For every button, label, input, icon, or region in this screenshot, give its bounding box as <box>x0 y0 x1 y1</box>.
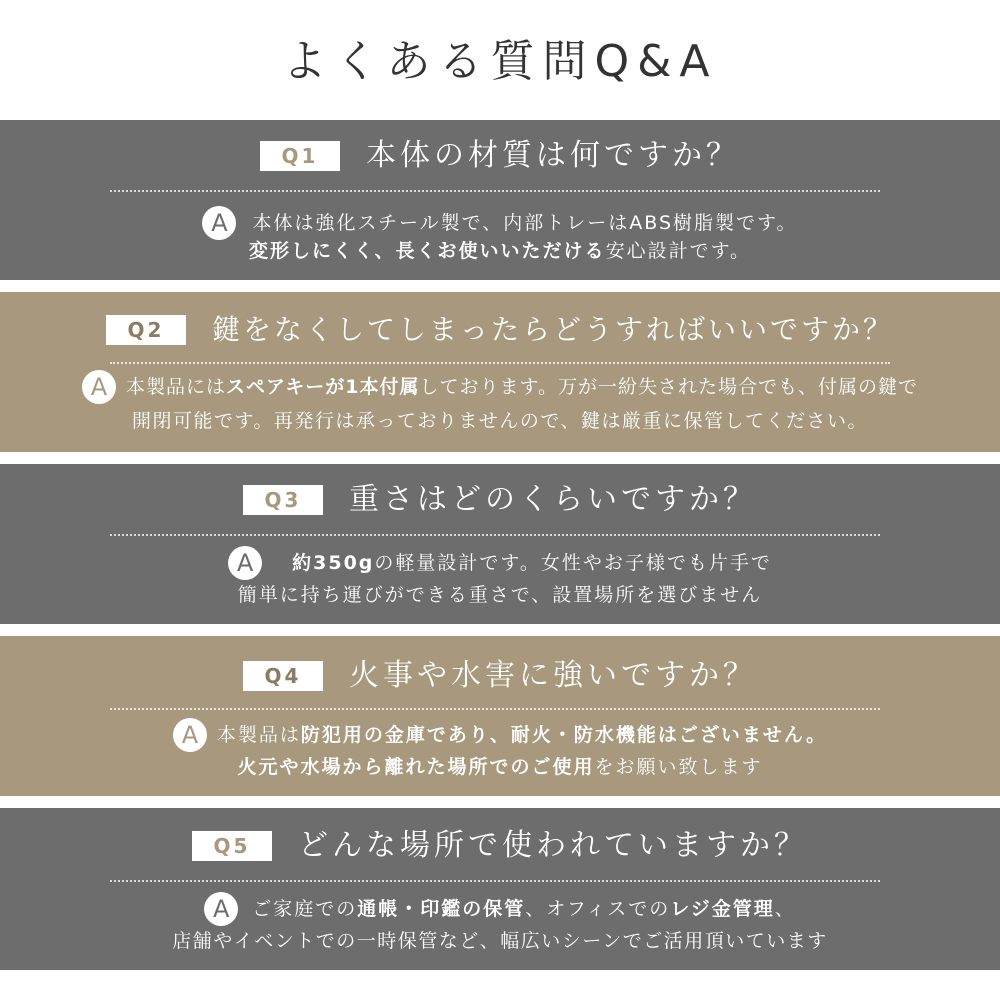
dotted-divider <box>110 880 880 882</box>
question-text: 火事や水害に強いですか？ <box>349 658 757 693</box>
answer-row-1 <box>0 206 1000 240</box>
question-row <box>0 476 1000 524</box>
answer-mark-icon: A <box>228 546 262 580</box>
question-number-badge: Q3 <box>243 485 323 515</box>
question-text: 重さはどのくらいですか？ <box>349 482 757 517</box>
dotted-divider <box>110 190 880 192</box>
answer-row-1 <box>0 892 1000 926</box>
answer-emphasis: レジ金管理 <box>670 898 775 920</box>
question-row <box>0 132 1000 180</box>
answer-emphasis: 変形しにくく、長くお使いいただける <box>248 240 606 262</box>
answer-text: ご家庭での <box>252 898 358 920</box>
answer-row-1 <box>0 370 1000 404</box>
answer-text: 店舗やイベントでの一時保管など、幅広いシーンでご活用頂いています <box>172 930 828 952</box>
answer-mark-icon: A <box>202 206 236 240</box>
faq-item-q1 <box>0 120 1000 280</box>
answer-line-1 <box>252 208 797 238</box>
answer-row-1 <box>0 718 1000 752</box>
question-number-badge: Q5 <box>192 831 272 861</box>
answer-line-1 <box>126 372 918 402</box>
question-text: 鍵をなくしてしまったらどうすればいいですか？ <box>211 313 894 346</box>
question-row <box>0 652 1000 700</box>
answer-line-2 <box>0 236 1000 266</box>
question-row <box>0 306 1000 354</box>
dotted-divider <box>110 534 880 536</box>
answer-mark-icon: A <box>82 370 116 404</box>
question-text: どんな場所で使われていますか？ <box>298 828 808 863</box>
question-text: 本体の材質は何ですか？ <box>366 138 740 173</box>
question-number-badge: Q4 <box>243 661 323 691</box>
faq-item-q2 <box>0 292 1000 452</box>
answer-mark-icon: A <box>204 892 238 926</box>
answer-mark-icon: A <box>173 718 207 752</box>
answer-line-2 <box>0 752 1000 782</box>
answer-line-2 <box>0 406 1000 436</box>
answer-text: の軽量設計です。女性やお子様でも片手で <box>374 552 772 574</box>
answer-emphasis: 火元や水場から離れた場所でのご使用 <box>237 756 595 778</box>
answer-text: をお願い致します <box>594 756 763 778</box>
answer-emphasis: スペアキーが1本付属 <box>226 376 420 398</box>
answer-line-1 <box>217 720 827 750</box>
faq-item-q3 <box>0 464 1000 624</box>
answer-text: 本製品は <box>216 724 301 746</box>
answer-text: 本体は強化スチール製で、内部トレーはABS樹脂製です。 <box>252 212 798 234</box>
answer-text: しております。万が一紛失された場合でも、付属の鍵で <box>419 376 918 398</box>
question-number-badge: Q1 <box>260 141 340 171</box>
answer-line-2 <box>0 926 1000 956</box>
answer-text: 、 <box>774 898 796 920</box>
question-number-badge: Q2 <box>106 315 186 345</box>
question-row <box>0 822 1000 870</box>
answer-line-1 <box>292 548 772 578</box>
answer-row-1 <box>0 546 1000 580</box>
answer-text: 開閉可能です。再発行は承っておりませんので、鍵は厳重に保管してください。 <box>131 410 869 432</box>
faq-item-q5 <box>0 808 1000 970</box>
faq-item-q4 <box>0 636 1000 796</box>
answer-emphasis: 防犯用の金庫であり、耐火・防水機能はございません。 <box>300 724 828 746</box>
answer-emphasis: 約350g <box>292 552 375 574</box>
answer-text: 安心設計です。 <box>605 240 752 262</box>
answer-text: 、オフィスでの <box>525 898 671 920</box>
answer-text: 本製品には <box>126 376 227 398</box>
answer-line-1 <box>252 894 796 924</box>
answer-line-2 <box>0 580 1000 610</box>
page-title: よくある質問Q&A <box>282 36 718 87</box>
dotted-divider <box>110 362 890 364</box>
dotted-divider <box>110 708 880 710</box>
answer-text: 簡単に持ち運びができる重さで、設置場所を選びません <box>237 584 763 606</box>
answer-emphasis: 通帳・印鑑の保管 <box>357 898 526 920</box>
